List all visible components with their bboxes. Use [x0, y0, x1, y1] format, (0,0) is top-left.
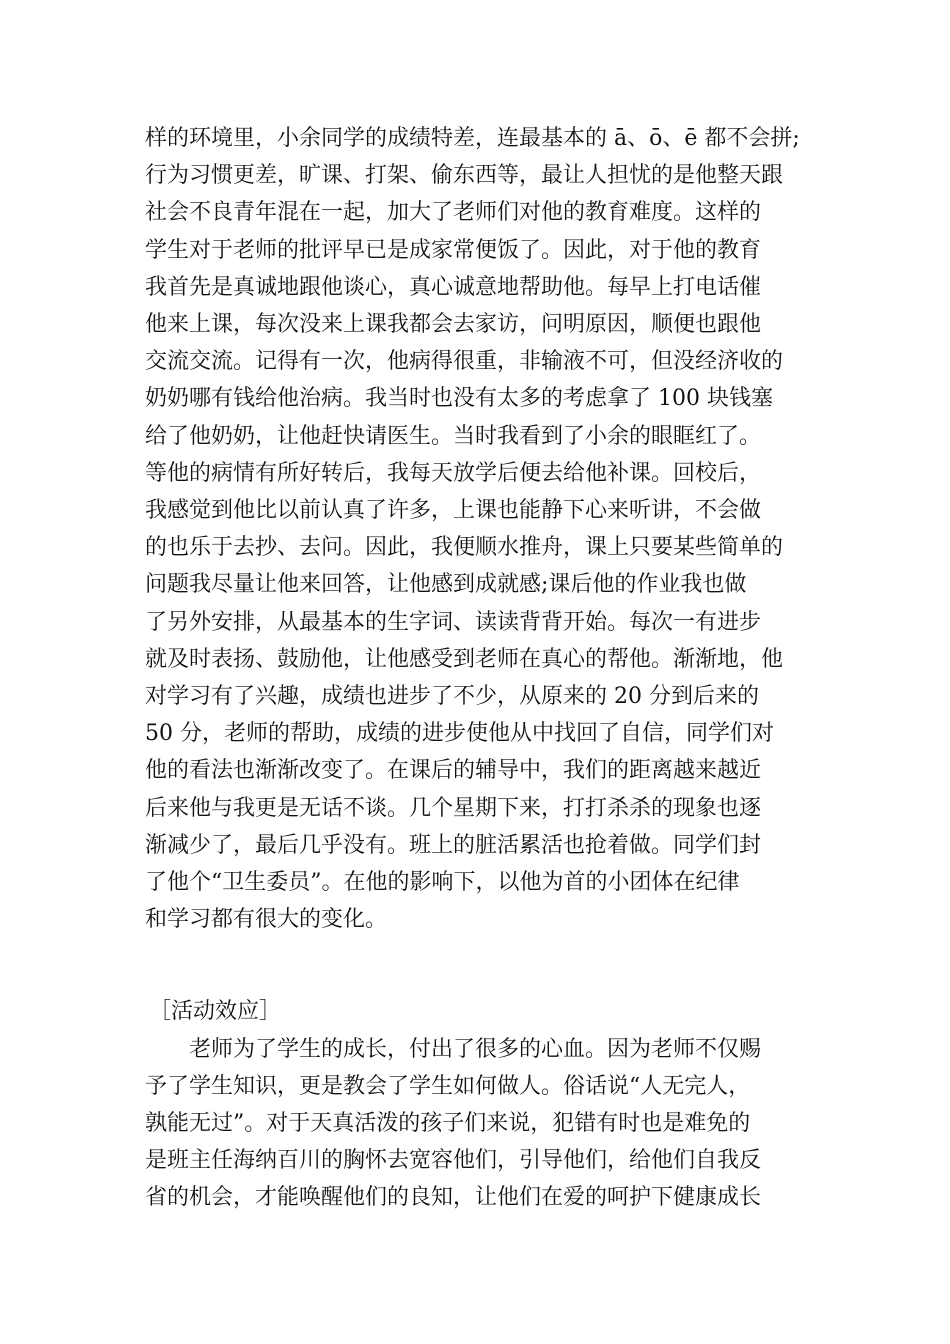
text-line: 对学习有了兴趣，成绩也进步了不少，从原来的 20 分到后来的 — [145, 684, 759, 710]
text-line: 和学习都有很大的变化。 — [145, 907, 388, 933]
text-line: 交流交流。记得有一次，他病得很重，非输液不可，但没经济收的 — [145, 349, 784, 375]
text-line: 行为习惯更差，旷课、打架、偷东西等，最让人担忧的是他整天跟 — [145, 163, 784, 189]
text-line: 予了学生知识，更是教会了学生如何做人。俗话说“人无完人， — [145, 1073, 751, 1099]
text-line: 他来上课，每次没来上课我都会去家访，问明原因，顺便也跟他 — [145, 312, 762, 338]
text-line: 了另外安排，从最基本的生字词、读读背背开始。每次一有进步 — [145, 609, 762, 635]
text-line: 我首先是真诚地跟他谈心，真心诚意地帮助他。每早上打电话催 — [145, 274, 762, 300]
section-heading: ［活动效应］ — [149, 999, 282, 1025]
text-line: 省的机会，才能唤醒他们的良知，让他们在爱的呵护下健康成长 — [145, 1185, 762, 1211]
text-line: 他的看法也渐渐改变了。在课后的辅导中，我们的距离越来越近 — [145, 758, 762, 784]
text-line: 社会不良青年混在一起，加大了老师们对他的教育难度。这样的 — [145, 200, 762, 226]
text-line: 50 分，老师的帮助，成绩的进步使他从中找回了自信，同学们对 — [145, 721, 774, 747]
text-line: 老师为了学生的成长，付出了很多的心血。因为老师不仅赐 — [189, 1036, 762, 1062]
text-line: 等他的病情有所好转后，我每天放学后便去给他补课。回校后， — [145, 460, 762, 486]
text-line: 了他个“卫生委员”。在他的影响下，以他为首的小团体在纪律 — [145, 870, 740, 896]
text-line: 我感觉到他比以前认真了许多，上课也能静下心来听讲，不会做 — [145, 498, 762, 524]
paragraph-story — [145, 120, 810, 938]
text-line: 就及时表扬、鼓励他，让他感受到老师在真心的帮他。渐渐地，他 — [145, 646, 784, 672]
text-line: 是班主任海纳百川的胸怀去宽容他们，引导他们，给他们自我反 — [145, 1148, 762, 1174]
text-line: 渐减少了，最后几乎没有。班上的脏活累活也抢着做。同学们封 — [145, 832, 762, 858]
text-line: 奶奶哪有钱给他治病。我当时也没有太多的考虑拿了 100 块钱塞 — [145, 386, 773, 412]
document-page — [145, 120, 810, 1217]
text-line: 给了他奶奶，让他赶快请医生。当时我看到了小余的眼眶红了。 — [145, 423, 762, 449]
text-line: 孰能无过”。对于天真活泼的孩子们来说，犯错有时也是难免的 — [145, 1111, 751, 1137]
text-line: 学生对于老师的批评早已是成家常便饭了。因此，对于他的教育 — [145, 237, 762, 263]
text-line: 后来他与我更是无话不谈。几个星期下来，打打杀杀的现象也逐 — [145, 795, 762, 821]
text-line: 的也乐于去抄、去问。因此，我便顺水推舟，课上只要某些简单的 — [145, 535, 784, 561]
text-line: 问题我尽量让他来回答，让他感到成就感;课后他的作业我也做 — [145, 572, 747, 598]
text-line: 样的环境里，小余同学的成绩特差，连最基本的 ā、ō、ē 都不会拼; — [145, 126, 800, 151]
paragraph-gap — [145, 938, 810, 993]
paragraph-reflection — [145, 1031, 810, 1217]
